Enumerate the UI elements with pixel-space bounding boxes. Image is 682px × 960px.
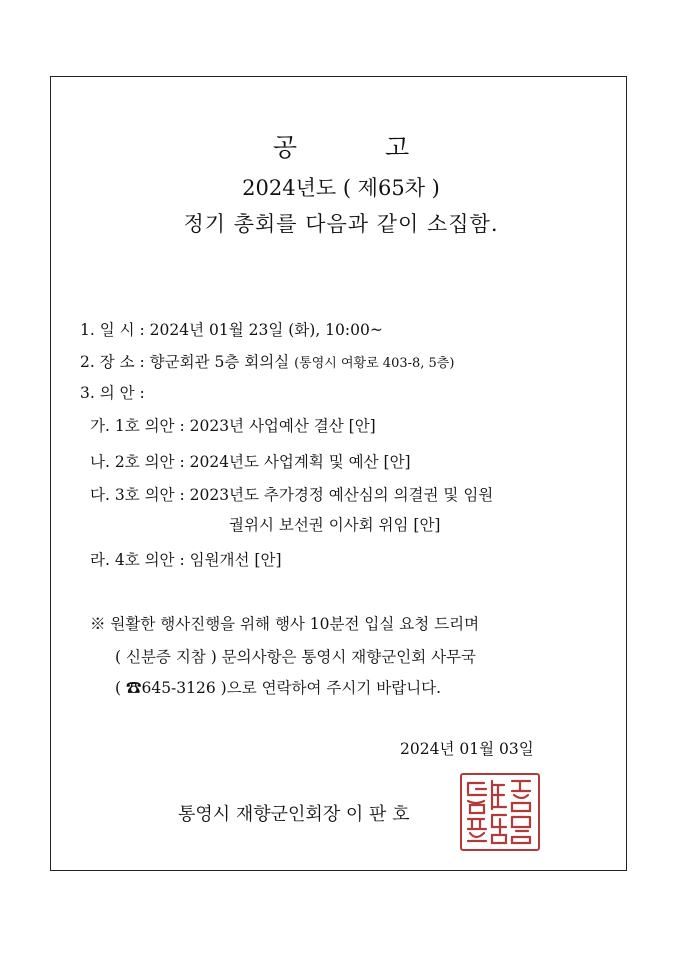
title-left: 공 [272,133,297,162]
agenda-item-1: 가. 1호 의안 : 2023년 사업예산 결산 [안] [90,417,376,435]
issue-date: 2024년 01월 03일 [400,740,534,758]
notice-subtitle: 2024년도 ( 제65차 ) [242,176,440,200]
item-place [80,350,454,372]
note-line-3: ( ☎645-3126 )으로 연락하여 주시기 바랍니다. [115,679,442,697]
note-line-1: ※ 원활한 행사진행을 위해 행사 10분전 입실 요청 드리며 [90,615,480,633]
official-seal [460,773,540,851]
signature-line: 통영시 재향군인회장 이 판 호 [178,804,410,825]
agenda-item-3: 다. 3호 의안 : 2023년도 추가경정 예산심의 의결권 및 임원 [90,486,494,504]
item-agenda-header: 3. 의 안 : [80,384,145,402]
notice-title [0,128,682,164]
note-line-2: ( 신분증 지참 ) 문의사항은 통영시 재향군인회 사무국 [115,648,477,666]
item-date: 1. 일 시 : 2024년 01월 23일 (화), 10:00~ [80,321,383,339]
item-place-main: 2. 장 소 : 향군회관 5층 회의실 [80,353,290,371]
agenda-item-4: 라. 4호 의안 : 임원개선 [안] [90,551,282,569]
title-right: 고 [385,133,410,162]
agenda-item-2: 나. 2호 의안 : 2024년도 사업계획 및 예산 [안] [90,453,411,471]
agenda-item-3-cont: 궐위시 보선권 이사회 위임 [안] [229,516,441,534]
item-place-detail: (통영시 여황로 403-8, 5층) [294,356,455,371]
notice-heading: 정기 총회를 다음과 같이 소집함. [183,212,499,236]
